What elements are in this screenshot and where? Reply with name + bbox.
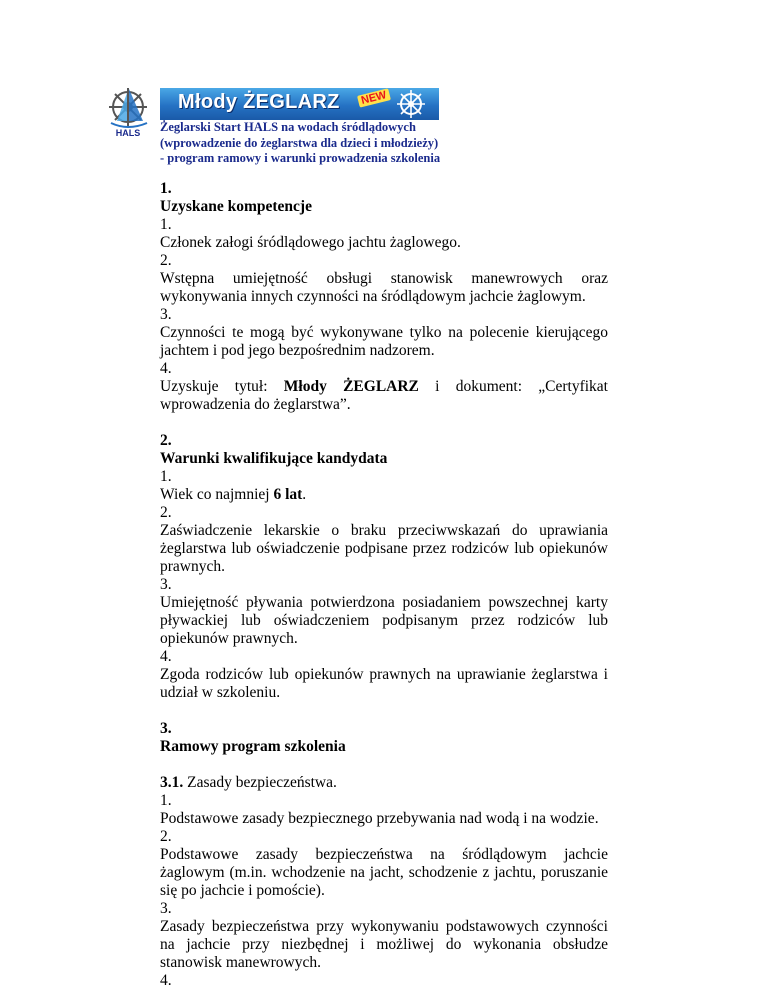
ship-wheel-icon (392, 89, 430, 119)
item-number: 1. (160, 216, 172, 233)
item-number: 1. (160, 792, 172, 809)
item-text: Czynności te mogą być wykonywane tylko na polecenie kierującego jachtem i pod jego bezpośrednim nadzorem. (160, 324, 608, 359)
item-text: Podstawowe zasady bezpiecznego przebywania nad wodą i na wodzie. (160, 810, 599, 827)
item-text: Podstawowe zasady bezpieczeństwa na śródlądowym jachcie żaglowym (m.in. wchodzenie na jacht, schodzenie z jachtu, poruszanie się po jachcie i pomoście). (160, 846, 608, 899)
title-name: Młody ŻEGLARZ (283, 378, 419, 395)
item-text: Członek załogi śródlądowego jachtu żaglowego. (160, 234, 461, 251)
item-text: Wstępna umiejętność obsługi stanowisk manewrowych oraz wykonywania innych czynności na śródlądowym jachcie żaglowym. (160, 270, 608, 305)
hals-logo (103, 85, 153, 139)
item-number: 4. (160, 360, 172, 377)
new-badge: NEW (357, 88, 391, 107)
item-number: 4. (160, 972, 172, 989)
header-banner (160, 88, 439, 120)
document-title (160, 120, 600, 167)
section-title: Uzyskane kompetencje (160, 198, 312, 215)
age-value: 6 lat (273, 486, 303, 503)
item-text: Zgoda rodziców lub opiekunów prawnych na uprawianie żeglarstwa i udział w szkoleniu. (160, 666, 608, 701)
banner-title: Młody ŻEGLARZ (178, 91, 340, 113)
title-line: - program ramowy i warunki prowadzenia szkolenia (160, 151, 441, 165)
item-number: 2. (160, 504, 172, 521)
svg-text:HALS: HALS (115, 128, 141, 138)
item-number: 3. (160, 900, 172, 917)
section-title: Warunki kwalifikujące kandydata (160, 450, 388, 467)
item-number: 4. (160, 648, 172, 665)
document-body (160, 180, 608, 990)
item-text: Umiejętność pływania potwierdzona posiadaniem powszechnej karty pływackiej lub oświadczeniem podpisanym przez rodziców lub opiekunów prawnych. (160, 594, 608, 647)
item-number: 3. (160, 306, 172, 323)
section-title: Ramowy program szkolenia (160, 738, 346, 755)
section-number: 2. (160, 432, 172, 449)
title-line: (wprowadzenie do żeglarstwa dla dzieci i młodzieży) (160, 135, 439, 150)
subsection-heading: 3.1. Zasady bezpieczeństwa. (160, 774, 337, 791)
title-line: Żeglarski Start HALS na wodach śródlądowych (160, 120, 416, 134)
item-number: 3. (160, 576, 172, 593)
item-text: Uzyskuje tytuł: Młody ŻEGLARZ i dokument: „Certyfikat wprowadzenia do żeglarstwa”. (160, 378, 608, 413)
item-number: 2. (160, 252, 172, 269)
item-text: Zasady bezpieczeństwa przy wykonywaniu podstawowych czynności na jachcie przy niezbędnej i możliwej do wykonania obsłudze stanowisk manewrowych. (160, 918, 608, 971)
section-number: 1. (160, 180, 172, 197)
item-number: 2. (160, 828, 172, 845)
section-number: 3. (160, 720, 172, 737)
item-text: Zaświadczenie lekarskie o braku przeciwwskazań do uprawiania żeglarstwa lub oświadczenie podpisane przez rodziców lub opiekunów prawnych. (160, 522, 608, 575)
item-text: Wiek co najmniej 6 lat. (160, 486, 307, 503)
item-number: 1. (160, 468, 172, 485)
